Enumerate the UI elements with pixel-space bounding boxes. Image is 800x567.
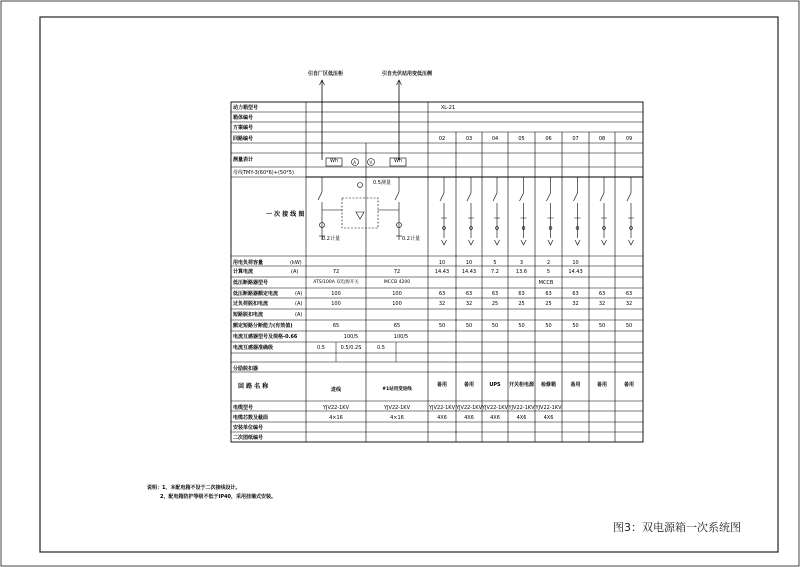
feeder-current: 13.6 xyxy=(515,269,528,275)
feeder-outgoing-arrow xyxy=(521,240,526,245)
feeder-outgoing-arrow xyxy=(548,240,553,245)
feeder-cable-type: YJV22-1KV xyxy=(482,405,508,411)
incomer-right-rated: 100 xyxy=(392,291,402,297)
unit-a-current: (A) xyxy=(291,269,299,275)
incomer-left-ct-class-b: 0.5/0.2S xyxy=(340,345,362,351)
feeder-rated: 63 xyxy=(465,291,473,297)
incomer-right-ct-class: 0.5 xyxy=(377,345,385,351)
feeder-switch-blade xyxy=(440,193,444,201)
feeder-capacity: 3 xyxy=(519,260,524,266)
label-cable-type: 电缆型号 xyxy=(233,405,254,411)
incomer-right-switch-blade xyxy=(395,192,399,200)
label-shunt: 分励脱扣器 xyxy=(233,366,259,372)
label-current: 计算电流 xyxy=(233,269,254,275)
feeder-breaking: 50 xyxy=(438,323,446,329)
incomer-right-ct: 100/5 xyxy=(393,334,409,340)
feeder-overload: 25 xyxy=(491,301,499,307)
label-cable-section: 电缆芯数及截面 xyxy=(233,415,269,421)
schematic-drawing xyxy=(306,80,643,245)
feeder-rated: 63 xyxy=(491,291,499,297)
feeder-cable-type: YJV22-1KV xyxy=(508,405,535,411)
feeder-rated: 63 xyxy=(572,291,579,297)
notes-line-2: 2、配电箱防护等级不低于IP40，采用挂墙式安装。 xyxy=(160,494,276,500)
circuit-number: 06 xyxy=(545,136,552,142)
feeder-outgoing-arrow xyxy=(442,240,447,245)
feeder-overload: 32 xyxy=(438,301,446,307)
feeder-rated: 63 xyxy=(518,291,525,297)
incomer-right-loop-name: #1站用变进线 xyxy=(382,387,412,392)
circuit-number: 09 xyxy=(625,136,633,142)
circuit-number: 04 xyxy=(491,136,499,142)
feeder-cable-section: 4X6 xyxy=(543,415,554,421)
label-breaker-rated: 低压断路器额定电流 xyxy=(233,291,279,297)
label-breaking: 额定短路分断能力(有效值) xyxy=(233,323,293,329)
panel-type-value: XL-21 xyxy=(440,105,456,111)
feeder-switch-blade xyxy=(547,193,551,201)
feeder-cable-type: YJV22-1KV xyxy=(456,405,482,411)
label-circuit-no: 回路编号 xyxy=(233,136,254,142)
incomer-right-overload: 100 xyxy=(392,301,402,307)
notes xyxy=(147,484,276,502)
source-left-label: 引自厂区低压柜 xyxy=(308,71,344,77)
feeder-loop-name: 备用 xyxy=(436,382,447,388)
incomer-right-cable-type: YJV22-1KV xyxy=(384,405,410,411)
measure-ct-icon xyxy=(358,183,363,188)
incomer-left-loop-name: 进线 xyxy=(330,387,341,393)
feeder-capacity: 10 xyxy=(438,260,446,266)
feeder-cable-type: YJV22-1KV xyxy=(535,405,562,411)
voltmeter-symbol: V xyxy=(369,160,373,165)
incomer-left-overload: 100 xyxy=(331,301,341,307)
unit-a-rated: (A) xyxy=(295,291,303,297)
incomer-left-cable-type: YJV22-1KV xyxy=(323,405,349,411)
breaker-group-value: MCCB xyxy=(538,280,554,286)
feeder-switch-blade xyxy=(493,193,497,201)
feeder-overload: 25 xyxy=(518,301,525,307)
notes-title: 说明： xyxy=(147,485,163,491)
feeder-outgoing-arrow xyxy=(602,240,607,245)
feeder-capacity: 2 xyxy=(546,260,551,266)
label-ct: 电流互感器型号及规格-0.66 xyxy=(233,334,298,340)
feeder-rated: 63 xyxy=(438,291,446,297)
ammeter-symbol: A xyxy=(353,160,357,165)
label-shortcircuit: 短路脱扣电流 xyxy=(233,312,264,318)
feeder-current: 7.2 xyxy=(491,269,499,275)
circuit-number: 07 xyxy=(572,136,579,142)
incomer-right-breaker: MCCB 4200 xyxy=(383,280,411,285)
figure-caption: 图3：双电源箱一次系统图 xyxy=(613,521,741,534)
feeder-loop-name: UPS xyxy=(489,382,501,388)
feeder-switch-blade xyxy=(627,193,631,201)
feeder-overload: 32 xyxy=(598,301,606,307)
label-loop-name: 回 路 名 称 xyxy=(238,383,269,390)
notes-line-1: 1、本配电箱不设于二次接线设计。 xyxy=(162,485,241,491)
incomer-left-trip: 0.2计量 xyxy=(322,236,340,242)
incomer-left-current: 72 xyxy=(332,269,340,275)
feeder-capacity: 10 xyxy=(465,260,473,266)
feeder-overload: 32 xyxy=(625,301,633,307)
circuit-number: 03 xyxy=(465,136,473,142)
incomer-left-cable-section: 4×16 xyxy=(329,415,343,421)
incomer-left-meter-tag: Wh xyxy=(329,158,339,164)
label-overload: 过负荷脱扣电流 xyxy=(233,301,269,307)
feeder-overload: 32 xyxy=(572,301,579,307)
circuit-number: 05 xyxy=(518,136,525,142)
feeder-cable-section: 4X6 xyxy=(464,415,474,421)
feeder-overload: 32 xyxy=(465,301,473,307)
label-panel-type: 动力箱型号 xyxy=(233,105,259,111)
incomer-right-cable-section: 4×16 xyxy=(390,415,404,421)
feeder-rated: 63 xyxy=(598,291,606,297)
feeder-breaking: 50 xyxy=(625,323,633,329)
feeder-switch-blade xyxy=(467,193,471,201)
feeder-outgoing-arrow xyxy=(495,240,500,245)
feeder-loop-name: 备用 xyxy=(570,382,581,388)
feeder-outgoing-arrow xyxy=(629,240,634,245)
label-ct-class: 电流互感器准确级 xyxy=(233,345,274,351)
feeder-rated: 63 xyxy=(545,291,552,297)
feeder-current: 14.43 xyxy=(434,269,450,275)
feeder-loop-name: 备用 xyxy=(596,382,607,388)
label-scheme-no: 方案编号 xyxy=(233,125,254,131)
incomer-left-breaking: 65 xyxy=(332,323,340,329)
feeder-loop-name: 检修箱 xyxy=(540,382,556,388)
feeder-capacity: 5 xyxy=(493,260,497,266)
feeder-current: 5 xyxy=(546,269,551,275)
label-capacity: 用电负荷容量 xyxy=(233,260,264,266)
label-wiring: 一 次 接 线 图 xyxy=(266,211,305,218)
incomer-right-meter-tag: Wh xyxy=(393,158,403,164)
incomer-right-trip: 0.2计量 xyxy=(402,236,420,242)
incomer-left-rated: 100 xyxy=(331,291,341,297)
feeder-switch-blade xyxy=(520,193,524,201)
feeder-breaking: 50 xyxy=(545,323,552,329)
incomer-right-meas: 0.5测量 xyxy=(373,180,391,186)
feeder-breaking: 50 xyxy=(465,323,473,329)
ats-symbol xyxy=(356,212,364,219)
feeder-cable-section: 4X6 xyxy=(490,415,500,421)
feeder-rated: 63 xyxy=(625,291,633,297)
incomer-left-switch-blade xyxy=(318,192,322,200)
feeder-cable-section: 4X6 xyxy=(437,415,447,421)
circuit-number: 08 xyxy=(598,136,606,142)
feeder-cable-type: YJV22-1KV xyxy=(429,405,455,411)
label-busbar: 母线TMY-3(60*6)+(50*5) xyxy=(233,170,294,176)
feeder-loop-name: 开关柜电源 xyxy=(508,382,534,388)
feeder-breaking: 50 xyxy=(518,323,525,329)
feeder-current: 14.43 xyxy=(568,269,583,275)
feeder-switch-blade xyxy=(574,193,578,201)
feeder-cable-section: 4X6 xyxy=(516,415,527,421)
label-cabinet-no: 箱体编号 xyxy=(233,115,254,121)
incomer-left-ct: 100/5 xyxy=(343,334,359,340)
unit-kw: (kW) xyxy=(290,260,302,266)
incomer-right-current: 72 xyxy=(393,269,401,275)
feeder-outgoing-arrow xyxy=(575,240,580,245)
feeder-outgoing-arrow xyxy=(469,240,474,245)
unit-a-overload: (A) xyxy=(295,301,303,307)
feeder-breaking: 50 xyxy=(598,323,606,329)
label-install-no: 安装单位编号 xyxy=(233,425,264,431)
incomer-left-ct-class: 0.5 xyxy=(317,345,325,351)
incomer-right-breaking: 65 xyxy=(393,323,401,329)
feeder-breaking: 50 xyxy=(491,323,499,329)
feeder-switch-blade xyxy=(600,193,604,201)
feeder-loop-name: 备用 xyxy=(463,382,474,388)
feeder-overload: 25 xyxy=(545,301,552,307)
feeder-breaking: 50 xyxy=(572,323,579,329)
circuit-number: 02 xyxy=(438,136,446,142)
feeder-capacity: 10 xyxy=(572,260,579,266)
incomer-left-breaker: ATS/100A 双电源开关 xyxy=(313,280,359,285)
label-breaker-type: 低压断路器型号 xyxy=(233,280,269,286)
label-meter: 测量表计 xyxy=(233,157,254,163)
unit-a-short: (A) xyxy=(295,312,303,318)
feeder-loop-name: 备用 xyxy=(623,382,634,388)
ats-box xyxy=(342,198,378,228)
label-secondary-no: 二次图纸编号 xyxy=(233,435,264,441)
source-right-label: 引自光伏站用变低压侧 xyxy=(382,71,433,77)
feeder-current: 14.43 xyxy=(461,269,477,275)
